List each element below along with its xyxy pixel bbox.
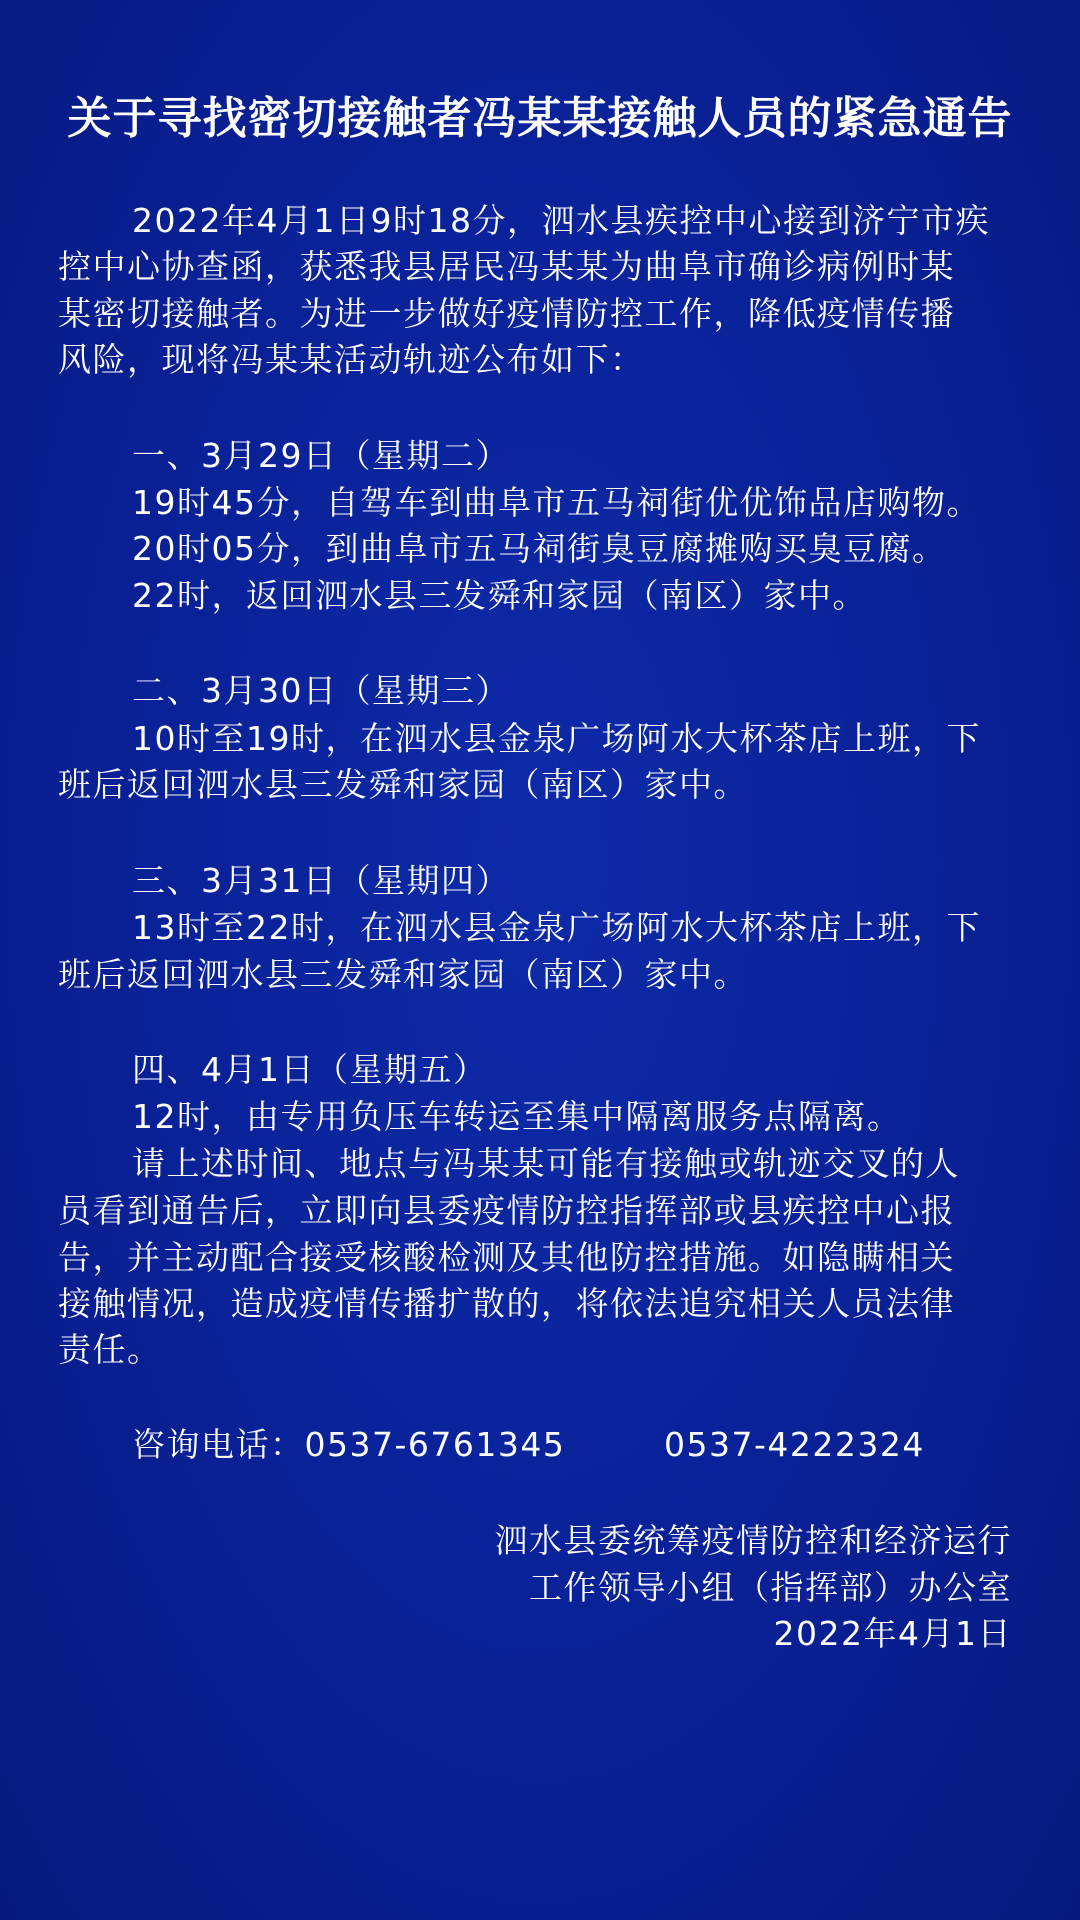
- notice-line: 员看到通告后，立即向县委疫情防控指挥部或县疾控中心报: [58, 1191, 955, 1230]
- notice-line: 请上述时间、地点与冯某某可能有接触或轨迹交叉的人: [132, 1144, 960, 1183]
- section-line: 班后返回泗水县三发舜和家园（南区）家中。: [58, 955, 748, 994]
- section-line: 班后返回泗水县三发舜和家园（南区）家中。: [58, 765, 748, 804]
- section-line: 13时至22时，在泗水县金泉广场阿水大杯茶店上班，下: [132, 908, 981, 947]
- contact-phone-secondary: 0537-4222324: [664, 1425, 925, 1464]
- intro-line: 控中心协查函，获悉我县居民冯某某为曲阜市确诊病例时某: [58, 247, 955, 286]
- signature-org-line: 工作领导小组（指挥部）办公室: [529, 1568, 1012, 1607]
- section-heading: 三、3月31日（星期四）: [132, 861, 510, 900]
- section-line: 12时，由专用负压车转运至集中隔离服务点隔离。: [132, 1097, 902, 1136]
- intro-line: 风险，现将冯某某活动轨迹公布如下：: [58, 340, 645, 379]
- notice-line: 接触情况，造成疫情传播扩散的，将依法追究相关人员法律: [58, 1284, 955, 1323]
- notice-title: 关于寻找密切接触者冯某某接触人员的紧急通告: [67, 93, 1013, 144]
- section-heading: 四、4月1日（星期五）: [132, 1050, 488, 1089]
- signature-date: 2022年4月1日: [773, 1614, 1012, 1653]
- intro-line: 2022年4月1日9时18分，泗水县疾控中心接到济宁市疾: [132, 201, 990, 240]
- section-line: 22时，返回泗水县三发舜和家园（南区）家中。: [132, 576, 867, 615]
- contact-phone-primary: 咨询电话：0537-6761345: [132, 1425, 566, 1464]
- notice-line: 告，并主动配合接受核酸检测及其他防控措施。如隐瞒相关: [58, 1238, 955, 1277]
- section-heading: 二、3月30日（星期三）: [132, 671, 510, 710]
- contact-phones: [132, 1422, 925, 1468]
- intro-line: 某密切接触者。为进一步做好疫情防控工作，降低疫情传播: [58, 294, 955, 333]
- section-heading: 一、3月29日（星期二）: [132, 436, 510, 475]
- section-line: 19时45分，自驾车到曲阜市五马祠街优优饰品店购物。: [132, 483, 981, 522]
- signature-org-line: 泗水县委统筹疫情防控和经济运行: [494, 1521, 1012, 1560]
- section-line: 10时至19时，在泗水县金泉广场阿水大杯茶店上班，下: [132, 719, 981, 758]
- notice-line: 责任。: [58, 1330, 162, 1369]
- section-line: 20时05分，到曲阜市五马祠街臭豆腐摊购买臭豆腐。: [132, 529, 947, 568]
